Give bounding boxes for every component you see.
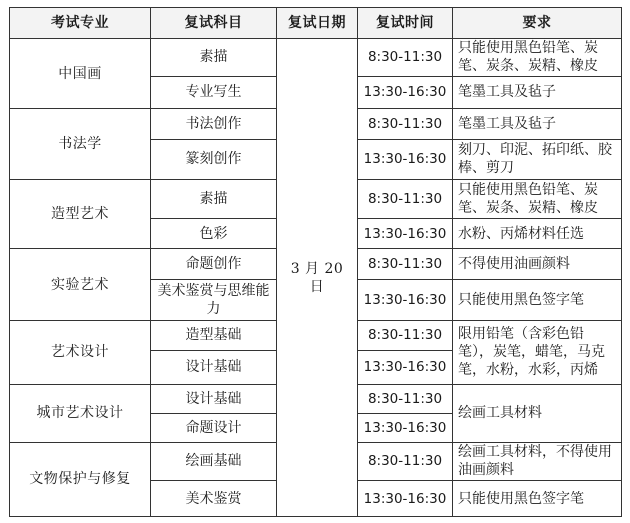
requirement-cell: 笔墨工具及毡子 xyxy=(453,76,622,109)
subject-cell: 专业写生 xyxy=(151,76,277,109)
time-cell: 8:30-11:30 xyxy=(358,249,453,280)
time-cell: 13:30-16:30 xyxy=(358,481,453,517)
requirement-cell: 限用铅笔（含彩色铅笔），炭笔，蜡笔，马克笔，水粉，水彩，丙烯 xyxy=(453,320,622,384)
subject-cell: 绘画基础 xyxy=(151,442,277,481)
header-major: 考试专业 xyxy=(10,8,151,39)
requirement-cell: 绘画工具材料 xyxy=(453,384,622,442)
requirement-cell: 水粉、丙烯材料任选 xyxy=(453,218,622,249)
time-cell: 13:30-16:30 xyxy=(358,351,453,385)
exam-date-cell: 3 月 20 日 xyxy=(277,39,358,517)
subject-cell: 美术鉴赏 xyxy=(151,481,277,517)
header-time: 复试时间 xyxy=(358,8,453,39)
time-cell: 13:30-16:30 xyxy=(358,279,453,320)
time-cell: 13:30-16:30 xyxy=(358,139,453,180)
subject-cell: 素描 xyxy=(151,39,277,77)
requirement-cell: 刻刀、印泥、拓印纸、胶棒、剪刀 xyxy=(453,139,622,180)
time-cell: 13:30-16:30 xyxy=(358,218,453,249)
requirement-cell: 不得使用油画颜料 xyxy=(453,249,622,280)
major-cell: 中国画 xyxy=(10,39,151,109)
header-date: 复试日期 xyxy=(277,8,358,39)
subject-cell: 命题设计 xyxy=(151,414,277,442)
time-cell: 8:30-11:30 xyxy=(358,180,453,219)
major-cell: 城市艺术设计 xyxy=(10,384,151,442)
time-cell: 13:30-16:30 xyxy=(358,76,453,109)
subject-cell: 色彩 xyxy=(151,218,277,249)
major-cell: 造型艺术 xyxy=(10,180,151,249)
subject-cell: 篆刻创作 xyxy=(151,139,277,180)
requirement-cell: 笔墨工具及毡子 xyxy=(453,109,622,140)
header-requirement: 要求 xyxy=(453,8,622,39)
subject-cell: 命题创作 xyxy=(151,249,277,280)
time-cell: 8:30-11:30 xyxy=(358,384,453,413)
requirement-cell: 只能使用黑色铅笔、炭笔、炭条、炭精、橡皮 xyxy=(453,180,622,219)
time-cell: 13:30-16:30 xyxy=(358,414,453,442)
subject-cell: 书法创作 xyxy=(151,109,277,140)
requirement-cell: 只能使用黑色签字笔 xyxy=(453,279,622,320)
table-header-row xyxy=(10,8,622,39)
major-cell: 书法学 xyxy=(10,109,151,180)
table-row xyxy=(10,39,622,77)
major-cell: 文物保护与修复 xyxy=(10,442,151,516)
requirement-cell: 只能使用黑色签字笔 xyxy=(453,481,622,517)
time-cell: 8:30-11:30 xyxy=(358,320,453,351)
major-cell: 实验艺术 xyxy=(10,249,151,320)
time-cell: 8:30-11:30 xyxy=(358,442,453,481)
subject-cell: 设计基础 xyxy=(151,351,277,385)
subject-cell: 美术鉴赏与思维能力 xyxy=(151,279,277,320)
subject-cell: 设计基础 xyxy=(151,384,277,413)
requirement-cell: 绘画工具材料，不得使用油画颜料 xyxy=(453,442,622,481)
header-subject: 复试科目 xyxy=(151,8,277,39)
major-cell: 艺术设计 xyxy=(10,320,151,384)
time-cell: 8:30-11:30 xyxy=(358,39,453,77)
subject-cell: 素描 xyxy=(151,180,277,219)
exam-schedule-table xyxy=(9,7,622,517)
subject-cell: 造型基础 xyxy=(151,320,277,351)
requirement-cell: 只能使用黑色铅笔、炭笔、炭条、炭精、橡皮 xyxy=(453,39,622,77)
time-cell: 8:30-11:30 xyxy=(358,109,453,140)
